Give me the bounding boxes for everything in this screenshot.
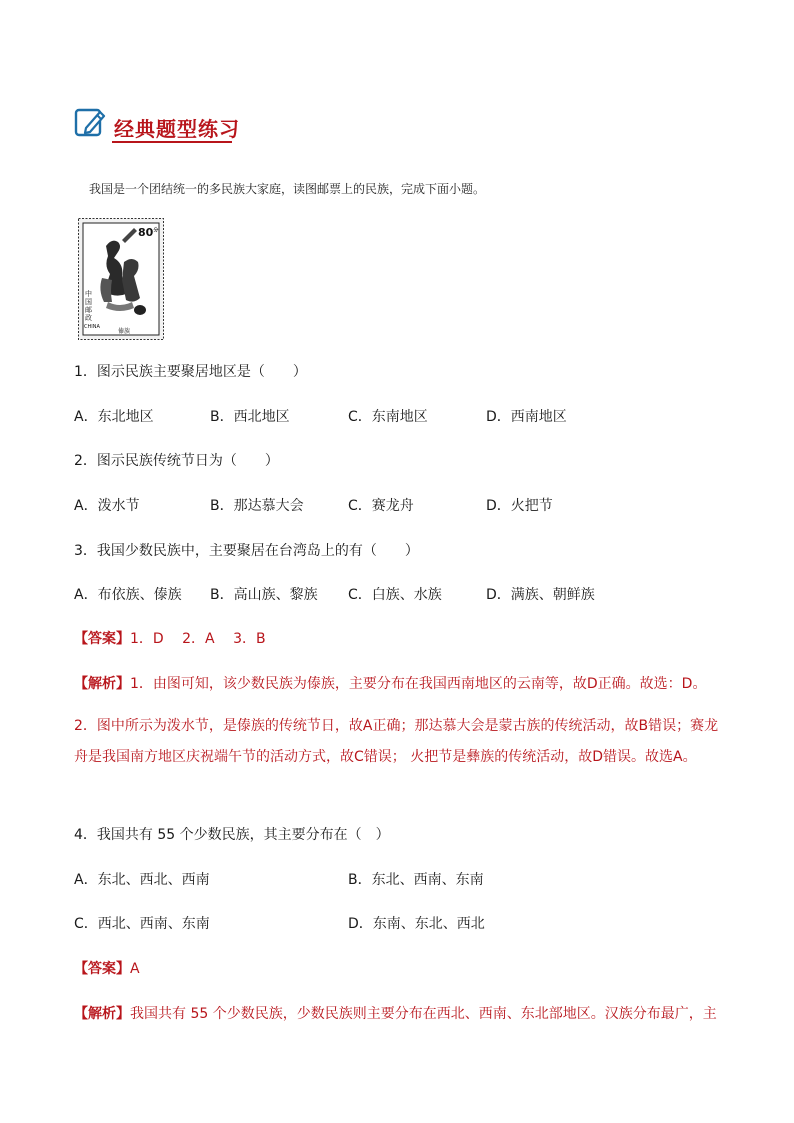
stamp-denomination: $80^分$ [138, 226, 159, 239]
analysis-label: 【解析】 [74, 676, 130, 692]
q1-option-d[interactable]: D．西南地区 [486, 409, 567, 425]
answer-text: 1．D 2．A 3．B [130, 631, 266, 647]
answer-label: 【答案】 [74, 961, 130, 977]
q2-option-c[interactable]: C．赛龙舟 [348, 498, 414, 514]
section-title-underline [112, 141, 232, 143]
q4-option-c[interactable]: C．西北、西南、东南 [74, 916, 210, 932]
pencil-note-icon [74, 106, 106, 138]
stamp-china-label: CHINA [84, 324, 100, 330]
answer-block-2 [74, 958, 140, 978]
analysis-line-1 [74, 673, 706, 693]
q3-option-a[interactable]: A．布依族、傣族 [74, 587, 182, 603]
q1-option-b[interactable]: B．西北地区 [210, 409, 290, 425]
intro-text: 我国是一个团结统一的多民族大家庭，读图邮票上的民族，完成下面小题。 [89, 182, 486, 196]
stamp-post-label: 中国邮政 [85, 290, 92, 322]
analysis-text-1: 1．由图可知，该少数民族为傣族，主要分布在我国西南地区的云南等，故D正确。故选：D。 [130, 676, 707, 692]
q1-option-a[interactable]: A．东北地区 [74, 409, 154, 425]
analysis-label: 【解析】 [74, 1006, 130, 1022]
q2-option-b[interactable]: B．那达慕大会 [210, 498, 304, 514]
answer-label: 【答案】 [74, 631, 130, 647]
section-title: 经典题型练习 [114, 117, 240, 141]
analysis-paragraph-2: 2．图中所示为泼水节，是傣族的传统节日，故A正确；那达慕大会是蒙古族的传统活动，故B错误；赛龙舟是我国南方地区庆祝端午节的活动方式，故C错误； 火把节是彝族的传统活动，故D错误。故选A。 [74, 718, 719, 765]
q4-option-d[interactable]: D．东南、东北、西北 [348, 916, 485, 932]
question-1-stem: 1．图示民族主要聚居地区是（ ） [74, 364, 307, 380]
question-4-stem: 4．我国共有 55 个少数民族，其主要分布在（ ） [74, 827, 390, 843]
answer-block-1 [74, 628, 266, 648]
answer-text: A [130, 961, 140, 977]
q3-option-d[interactable]: D．满族、朝鲜族 [486, 587, 595, 603]
stamp-ethnic-label: 傣族 [118, 328, 131, 335]
question-3-stem: 3．我国少数民族中，主要聚居在台湾岛上的有（ ） [74, 543, 419, 559]
q4-option-b[interactable]: B．东北、西南、东南 [348, 872, 484, 888]
q3-option-b[interactable]: B．高山族、黎族 [210, 587, 318, 603]
stamp-image [78, 218, 164, 340]
q4-option-a[interactable]: A．东北、西北、西南 [74, 872, 210, 888]
q2-option-d[interactable]: D．火把节 [486, 498, 553, 514]
q2-option-a[interactable]: A．泼水节 [74, 498, 140, 514]
analysis-line-2 [74, 1003, 717, 1023]
question-2-stem: 2．图示民族传统节日为（ ） [74, 453, 279, 469]
analysis-text-2: 我国共有 55 个少数民族，少数民族则主要分布在西北、西南、东北部地区。汉族分布最广，主 [130, 1006, 717, 1022]
q1-option-c[interactable]: C．东南地区 [348, 409, 428, 425]
q3-option-c[interactable]: C．白族、水族 [348, 587, 442, 603]
